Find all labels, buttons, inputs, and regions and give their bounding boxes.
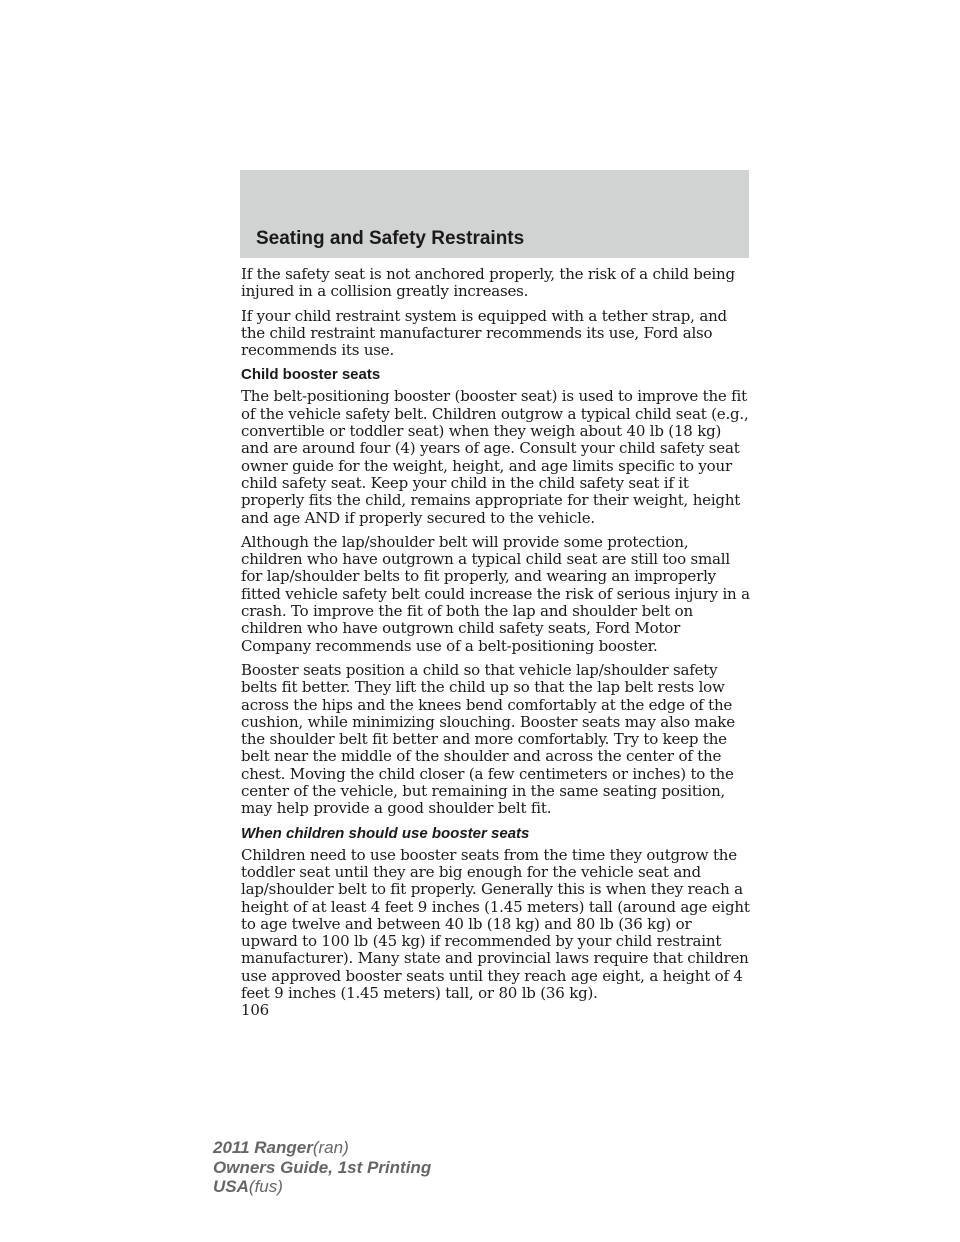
footer-region-code: (fus) — [248, 1177, 283, 1196]
paragraph-belt-positioning-booster: The belt-positioning booster (booster seat) is used to improve the fit of the vehicle safety belt. Children outgrow a typical child seat (e.g., convertible or toddler seat) when they weigh about 40 lb (18 kg) and are around four (4) years of age. Consult your child safety seat owner guide for the weight, height, and age limits specific to your child safety seat. Keep your child in the child safety seat if it properly fits the child, remains appropriate for their weight, height and age AND if properly secured to the vehicle. — [241, 387, 749, 527]
paragraph-tether-strap: If your child restraint system is equipped with a tether strap, and the child restraint manufacturer recommends its use, Ford also recommends its use. — [241, 306, 727, 360]
document-footer — [213, 1138, 431, 1197]
section-title: Seating and Safety Restraints — [256, 228, 525, 249]
footer-model-code: (ran) — [312, 1138, 349, 1157]
footer-region: USA — [213, 1177, 249, 1196]
paragraph-booster-age-requirements: Children need to use booster seats from the time they outgrow the toddler seat until they are big enough for the vehicle seat and lap/shoulder belt to fit properly. Generally this is when they reach a height of at least 4 feet 9 inches (1.45 meters) tall (around age eight to age twelve and between 40 lb (18 kg) and 80 lb (36 kg) or upward to 100 lb (45 kg) if recommended by your child restraint manufacturer). Many state and provincial laws require that children use approved booster seats until they reach age eight, a height of 4 feet 9 inches (1.45 meters) tall, or 80 lb (36 kg). — [241, 845, 750, 1002]
page-number: 106 — [241, 1001, 270, 1020]
footer-model-line — [213, 1138, 431, 1158]
paragraph-anchoring: If the safety seat is not anchored properly, the risk of a child being injured in a collision greatly increases. — [241, 265, 735, 301]
section-header-band — [240, 170, 749, 258]
paragraph-booster-position: Booster seats position a child so that vehicle lap/shoulder safety belts fit better. They lift the child up so that the lap belt rests low across the hips and the knees bend comfortably at the edge of the cushion, while minimizing slouching. Booster seats may also make the shoulder belt fit better and more comfortably. Try to keep the belt near the middle of the shoulder and across the center of the chest. Moving the child closer (a few centimeters or inches) to the center of the vehicle, but remaining in the same seating position, may help provide a good shoulder belt fit. — [241, 660, 735, 818]
footer-region-line — [213, 1177, 431, 1197]
footer-guide: Owners Guide, 1st Printing — [213, 1157, 432, 1177]
heading-when-to-use-boosters: When children should use booster seats — [241, 824, 530, 842]
page-body — [241, 266, 751, 1027]
footer-model: 2011 Ranger — [213, 1138, 313, 1157]
paragraph-lap-shoulder-belt: Although the lap/shoulder belt will provide some protection, children who have outgrown a typical child seat are still too small for lap/shoulder belts to fit properly, and wearing an improperly fitted vehicle safety belt could increase the risk of serious injury in a crash. To improve the fit of both the lap and shoulder belt on children who have outgrown child safety seats, Ford Motor Company recommends use of a belt-positioning booster. — [241, 532, 750, 655]
heading-child-booster-seats: Child booster seats — [241, 366, 381, 384]
